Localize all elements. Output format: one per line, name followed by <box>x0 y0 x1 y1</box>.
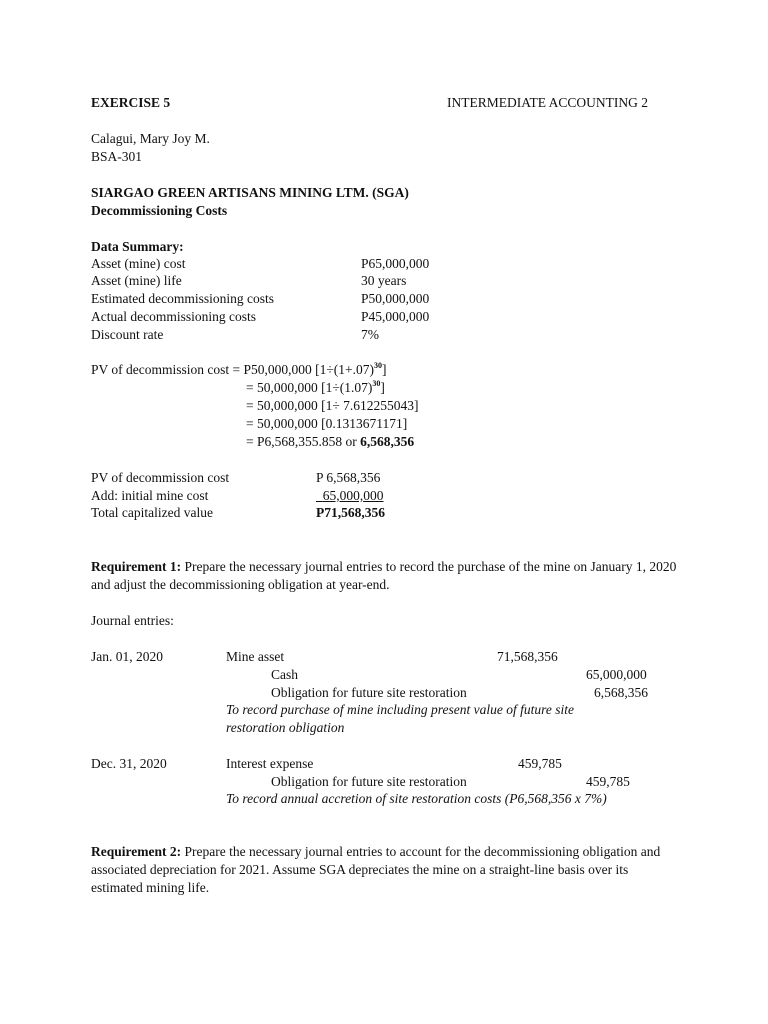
debit-amount: 459,785 <box>518 756 562 771</box>
journal-heading: Journal entries: <box>91 613 174 628</box>
credit-amount: 65,000,000 <box>586 667 647 682</box>
summary-label: Discount rate <box>91 327 164 342</box>
entry-memo: To record annual accretion of site restoration costs (P6,568,356 x 7%) <box>226 791 607 806</box>
capitalized-label: PV of decommission cost <box>91 470 230 485</box>
requirement-1: Requirement 1: Prepare the necessary journal entries to record the purchase of the mine on January 1, 2020 and adjust the decommissioning obligation at year-end. <box>91 559 677 592</box>
course-title: INTERMEDIATE ACCOUNTING 2 <box>447 95 648 110</box>
topic-title: Decommissioning Costs <box>91 203 228 218</box>
credit-account: Obligation for future site restoration <box>271 685 467 700</box>
capitalized-label: Add: initial mine cost <box>91 488 209 503</box>
credit-account: Cash <box>271 667 298 682</box>
capitalized-value: P 6,568,356 <box>316 470 381 485</box>
summary-value: 7% <box>361 327 379 342</box>
summary-value: P65,000,000 <box>361 256 430 271</box>
student-section: BSA-301 <box>91 149 143 164</box>
capitalized-value: 65,000,000 <box>322 488 384 503</box>
summary-value: P45,000,000 <box>361 309 430 324</box>
pv-line: PV of decommission cost = P50,000,000 $[1\div(1+.07)^{30}]$ <box>91 361 387 377</box>
entry-memo: To record purchase of mine including present value of future site <box>226 702 574 717</box>
debit-account: Mine asset <box>226 649 285 664</box>
pv-result: = P6,568,355.858 or 6,568,356 <box>246 434 415 449</box>
debit-account: Interest expense <box>226 756 314 771</box>
capitalized-label: Total capitalized value <box>91 505 213 520</box>
debit-amount: 71,568,356 <box>497 649 558 664</box>
exercise-title: EXERCISE 5 <box>91 95 171 110</box>
pv-line: = 50,000,000 [0.1313671171] <box>246 416 408 431</box>
student-name: Calagui, Mary Joy M. <box>91 131 210 146</box>
credit-amount: 459,785 <box>586 774 630 789</box>
entry-memo: restoration obligation <box>226 720 345 735</box>
entry-date: Dec. 31, 2020 <box>91 756 167 771</box>
summary-value: 30 years <box>361 273 407 288</box>
summary-label: Estimated decommissioning costs <box>91 291 274 306</box>
data-summary-heading: Data Summary: <box>91 239 184 254</box>
capitalized-total: P71,568,356 <box>316 505 385 520</box>
credit-amount: 6,568,356 <box>594 685 648 700</box>
entry-date: Jan. 01, 2020 <box>91 649 163 664</box>
requirement-2: Requirement 2: Prepare the necessary journal entries to account for the decommissioning obligation and associated depreciation for 2021. Assume SGA depreciates the mine on a straight-line basis over its estimated mining life. <box>91 844 661 895</box>
summary-value: P50,000,000 <box>361 291 430 306</box>
company-name: SIARGAO GREEN ARTISANS MINING LTM. (SGA) <box>91 185 409 200</box>
pv-line: = 50,000,000 [1÷ 7.612255043] <box>246 398 419 413</box>
credit-account: Obligation for future site restoration <box>271 774 467 789</box>
pv-line: = 50,000,000 $[1\div(1.07)^{30}]$ <box>246 379 385 395</box>
summary-label: Actual decommissioning costs <box>91 309 256 324</box>
summary-label: Asset (mine) cost <box>91 256 186 271</box>
summary-label: Asset (mine) life <box>91 273 182 288</box>
